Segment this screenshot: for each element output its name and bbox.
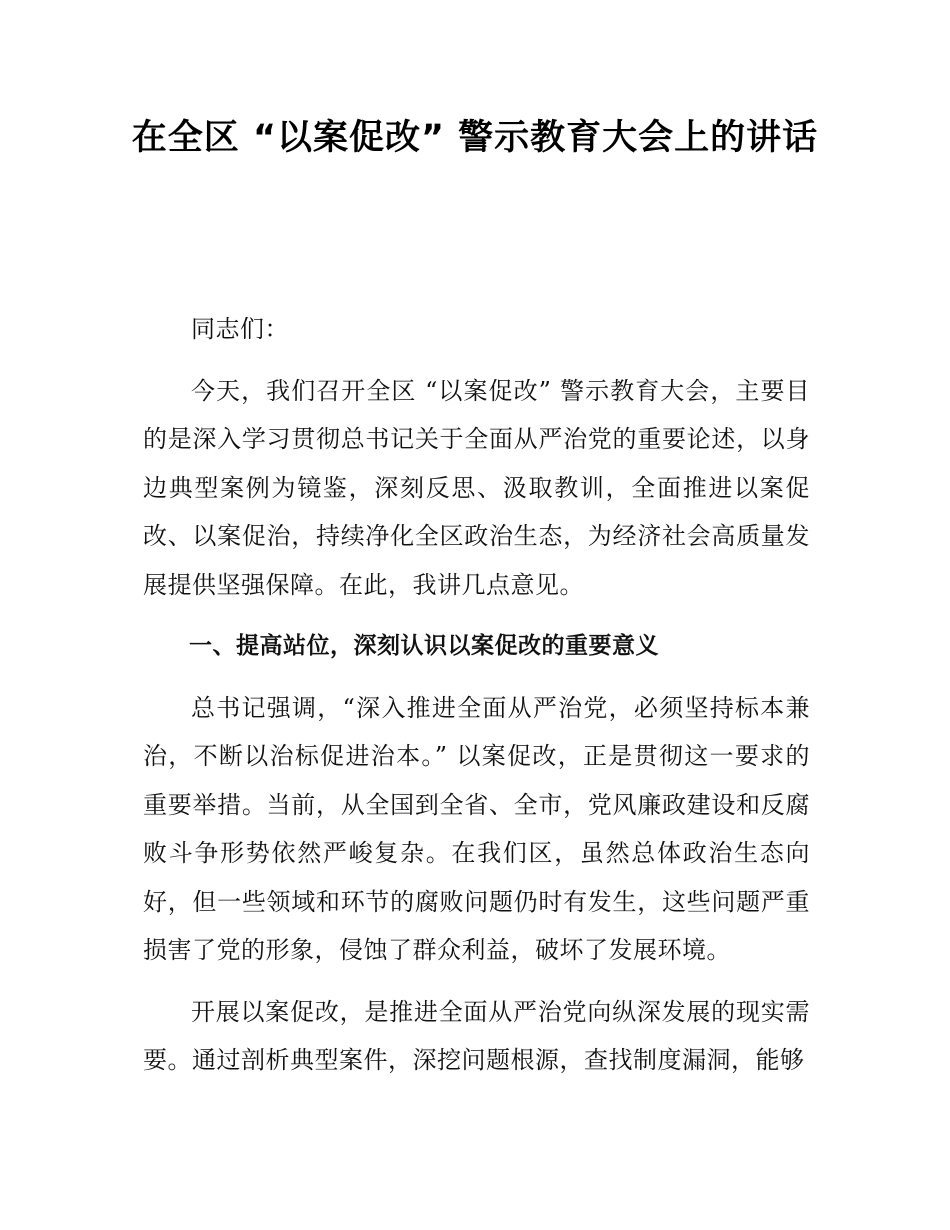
- intro-paragraph: 今天，我们召开全区 “以案促改” 警示教育大会，主要目的是深入学习贯彻总书记关于全面从严治党的重要论述，以身边典型案例为镜鉴，深刻反思、汲取教训，全面推进以案促改、以案促治，持续净化全区政治生态，为经济社会高质量发展提供坚强保障。在此，我讲几点意见。: [143, 376, 810, 599]
- section-heading: 一、提高站位，深刻认识以案促改的重要意义: [189, 633, 659, 659]
- document-title: 在全区 “以案促改” 警示教育大会上的讲话: [131, 118, 819, 158]
- document-body: [143, 305, 810, 1085]
- salutation: 同志们：: [191, 315, 289, 343]
- section-paragraph-1: 总书记强调，“深入推进全面从严治党，必须坚持标本兼治，不断以治标促进治本。” 以案促改，正是贯彻这一要求的重要举措。当前，从全国到全省、全市，党风廉政建设和反腐败斗争形势依然严峻复杂。在我们区，虽然总体政治生态向好，但一些领域和环节的腐败问题仍时有发生，这些问题严重损害了党的形象，侵蚀了群众利益，破坏了发展环境。: [143, 693, 810, 964]
- section-paragraph-2: 开展以案促改，是推进全面从严治党向纵深发展的现实需要。通过剖析典型案件，深挖问题根源，查找制度漏洞，能够: [143, 997, 810, 1074]
